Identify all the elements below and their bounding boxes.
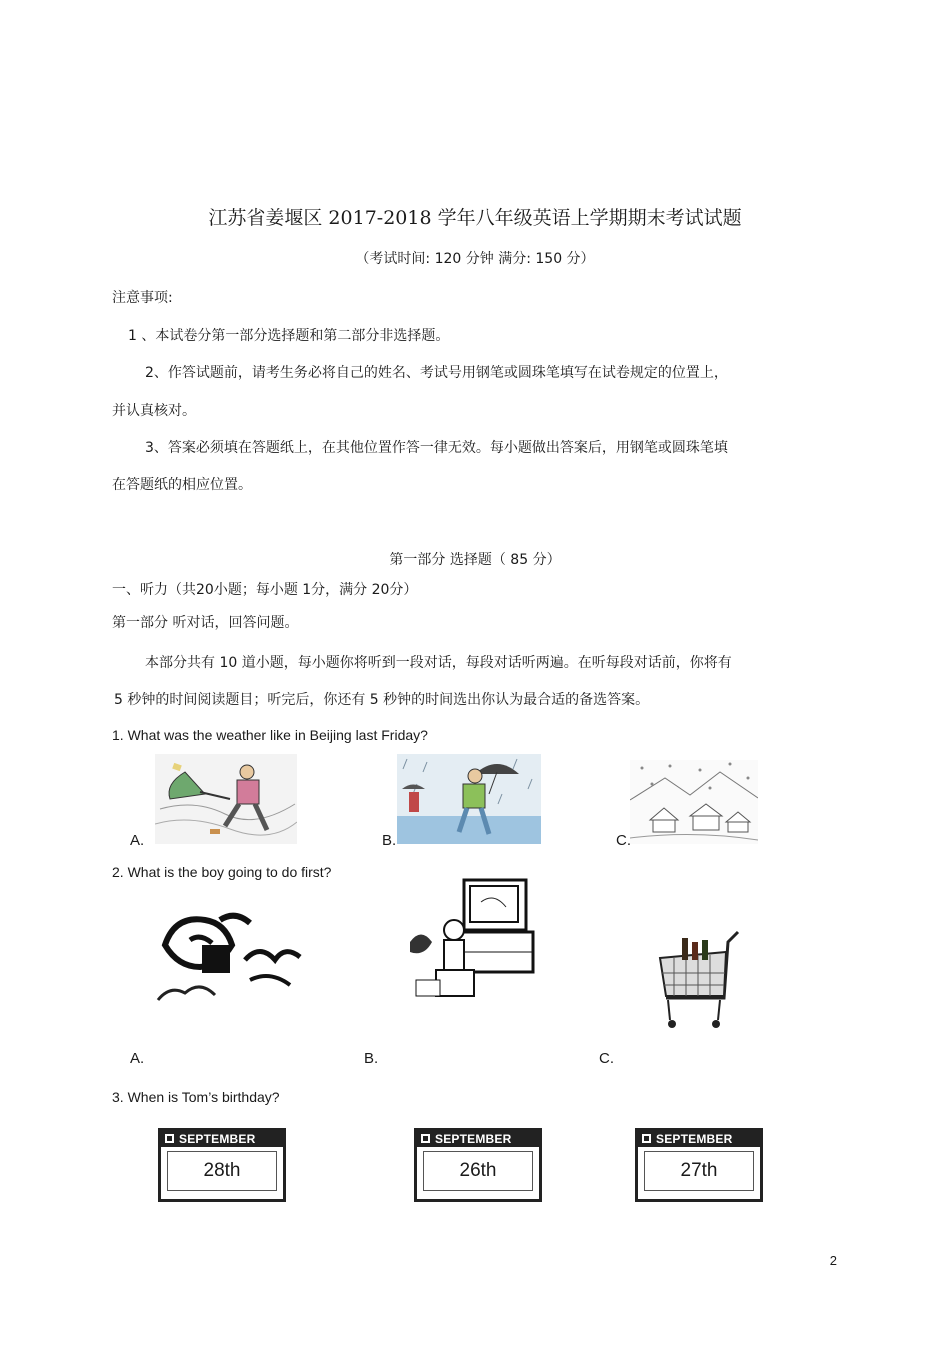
note-item-3-line-1: 3、答案必须填在答题纸上，在其他位置作答一律无效。每小题做出答案后，用钢笔或圆珠笔填 [145, 440, 728, 456]
calendar-month: SEPTEMBER [435, 1132, 512, 1146]
calendar-month-header [417, 1131, 539, 1147]
question-3-text: 3. When is Tom’s birthday? [112, 1089, 280, 1105]
notes-heading: 注意事项: [112, 290, 173, 306]
snowy-weather-icon [630, 760, 758, 844]
q1-option-c[interactable]: C. [616, 832, 631, 849]
page-number: 2 [829, 1253, 837, 1268]
section-heading: 第一部分 听对话，回答问题。 [112, 615, 299, 631]
note-item-2-line-2: 并认真核对。 [112, 403, 196, 419]
calendar-month-header [161, 1131, 283, 1147]
listening-heading: 一、听力（共20小题；每小题 1分，满分 20分） [112, 582, 418, 598]
exam-info: （考试时间: 120 分钟 满分: 150 分） [355, 251, 595, 267]
windy-weather-icon [155, 754, 297, 844]
shopping-cart-icon [654, 928, 744, 1032]
calendar-icon [164, 1133, 175, 1144]
note-item-3-line-2: 在答题纸的相应位置。 [112, 477, 252, 493]
q2-option-a[interactable]: A. [130, 1050, 145, 1067]
calendar-month: SEPTEMBER [179, 1132, 256, 1146]
q1-option-a[interactable]: A. [130, 832, 145, 849]
calendar-option-a[interactable] [158, 1128, 286, 1202]
calendar-day: 27th [644, 1151, 754, 1191]
q2-option-b[interactable]: B. [364, 1050, 379, 1067]
page-title: 江苏省姜堰区 2017-2018 学年八年级英语上学期期末考试试题 [208, 207, 742, 229]
q2-option-c[interactable]: C. [599, 1050, 614, 1067]
calendar-option-b[interactable] [414, 1128, 542, 1202]
note-item-1: 1 、本试卷分第一部分选择题和第二部分非选择题。 [128, 328, 450, 344]
calendar-month-header [638, 1131, 760, 1147]
calendar-day: 26th [423, 1151, 533, 1191]
calendar-option-c[interactable] [635, 1128, 763, 1202]
part-one-heading: 第一部分 选择题（ 85 分） [389, 552, 561, 568]
instructions-line-1: 本部分共有 10 道小题，每小题你将听到一段对话，每段对话听两遍。在听每段对话前，你将有 [145, 655, 732, 671]
q1-option-b[interactable]: B. [382, 832, 397, 849]
calendar-icon [641, 1133, 652, 1144]
rainy-weather-icon [397, 754, 541, 844]
calendar-month: SEPTEMBER [656, 1132, 733, 1146]
question-1-text: 1. What was the weather like in Beijing last Friday? [112, 727, 428, 743]
watching-tv-icon [406, 872, 536, 1002]
question-2-text: 2. What is the boy going to do first? [112, 864, 332, 880]
calendar-icon [420, 1133, 431, 1144]
instructions-line-2: 5 秒钟的时间阅读题目；听完后，你还有 5 秒钟的时间选出你认为最合适的备选答案。 [114, 692, 650, 708]
calendar-day: 28th [167, 1151, 277, 1191]
swimming-icon [150, 905, 304, 1005]
note-item-2-line-1: 2、作答试题前，请考生务必将自己的姓名、考试号用钢笔或圆珠笔填写在试卷规定的位置上， [145, 365, 728, 381]
